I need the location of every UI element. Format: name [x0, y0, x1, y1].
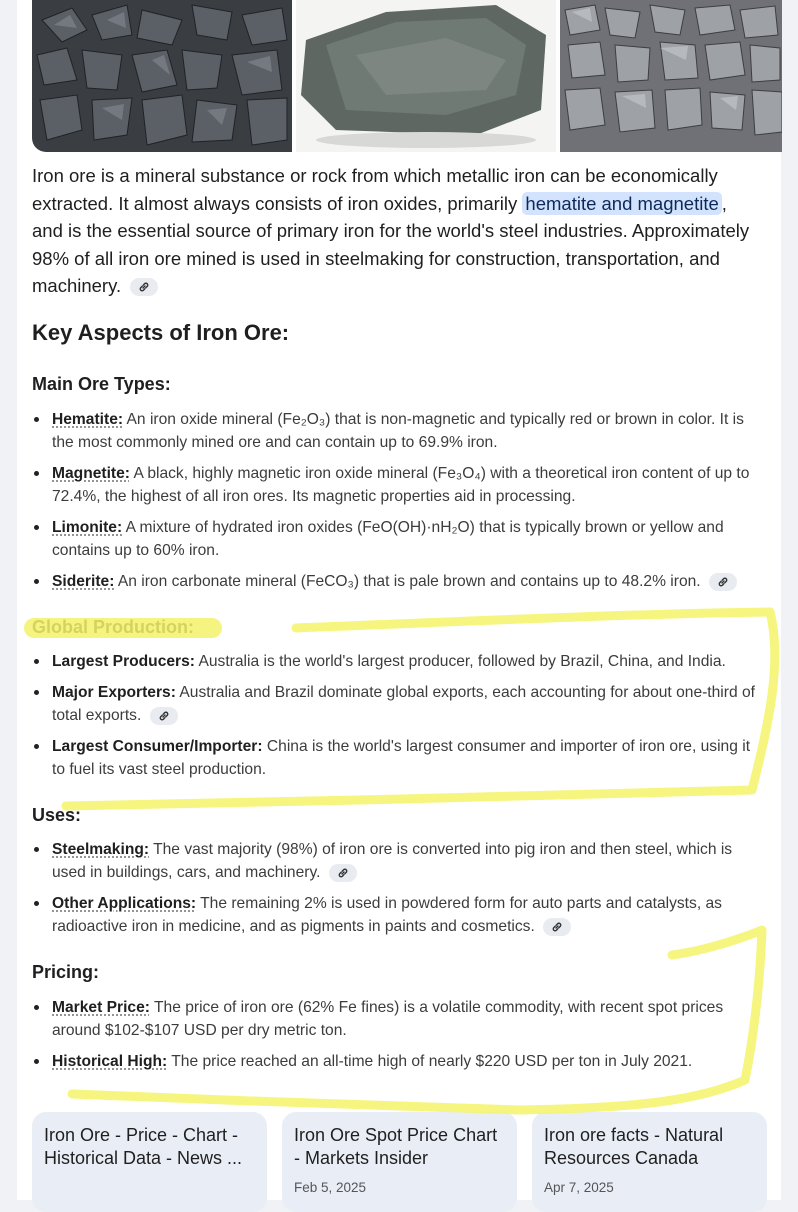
item-text: A mixture of hydrated iron oxides (FeO(OH)·nH₂O) that is typically brown or yellow and contains up to 60% iron. — [52, 519, 724, 559]
link-icon — [337, 867, 349, 879]
item-text: China is the world's largest consumer and importer of iron ore, using it to fuel its vast steel production. — [52, 738, 751, 778]
section-title-production: Global Production: — [32, 617, 194, 637]
list-item — [32, 462, 762, 508]
term-market-price[interactable]: Market Price: — [52, 999, 150, 1016]
term-steelmaking[interactable]: Steelmaking: — [52, 841, 150, 858]
list-item — [32, 996, 762, 1042]
list-item — [32, 570, 762, 593]
source-link-chip[interactable] — [709, 573, 737, 591]
production-list — [32, 650, 762, 789]
intro-paragraph — [32, 162, 762, 300]
item-text: The price reached an all-time high of nearly $220 USD per ton in July 2021. — [167, 1053, 693, 1070]
list-item — [32, 650, 762, 673]
iron-ore-image-2[interactable] — [296, 0, 556, 152]
source-card[interactable] — [32, 1112, 267, 1212]
highlighted-term[interactable]: hematite and magnetite — [522, 192, 721, 215]
term-limonite[interactable]: Limonite: — [52, 519, 123, 536]
source-link-chip[interactable] — [329, 864, 357, 882]
iron-ore-image-1[interactable] — [32, 0, 292, 152]
source-date: Feb 5, 2025 — [294, 1180, 367, 1195]
link-icon — [138, 281, 150, 293]
link-icon — [717, 576, 729, 588]
intro-text-after: , and is the essential source of primary iron for the world's steel industries. Approximately 98% of all iron ore mined is used in steelmaking for construction, transportation, and machinery. — [32, 192, 750, 296]
link-icon — [551, 921, 563, 933]
pricing-list — [32, 996, 762, 1081]
term-historical-high[interactable]: Historical High: — [52, 1053, 168, 1070]
source-date: Apr 7, 2025 — [544, 1180, 614, 1195]
item-text: The price of iron ore (62% Fe fines) is a volatile commodity, with recent spot prices around $102-$107 USD per dry metric ton. — [52, 999, 724, 1039]
term-hematite[interactable]: Hematite: — [52, 411, 124, 428]
source-card[interactable] — [532, 1112, 767, 1212]
uses-list — [32, 838, 762, 946]
ore-types-list — [32, 408, 762, 601]
item-text: A black, highly magnetic iron oxide mineral (Fe₃O₄) with a theoretical iron content of up to 72.4%, the highest of all iron ores. Its magnetic properties aid in processing. — [52, 465, 750, 505]
image-strip — [32, 0, 782, 152]
section-title-uses: Uses: — [32, 805, 82, 825]
term-largest-consumer: Largest Consumer/Importer: — [52, 738, 263, 755]
source-link-chip[interactable] — [543, 918, 571, 936]
term-largest-producers: Largest Producers: — [52, 653, 195, 670]
list-item — [32, 892, 762, 938]
source-title: Iron ore facts - Natural Resources Canada — [544, 1125, 724, 1168]
term-other-applications[interactable]: Other Applications: — [52, 895, 197, 912]
section-title-ore-types: Main Ore Types: — [32, 374, 171, 394]
term-siderite[interactable]: Siderite: — [52, 573, 115, 590]
item-text: Australia and Brazil dominate global exports, each accounting for about one-third of total exports. — [52, 684, 755, 724]
source-link-chip[interactable] — [150, 707, 178, 725]
list-item — [32, 1050, 762, 1073]
source-title: Iron Ore - Price - Chart - Historical Data - News ... — [44, 1125, 243, 1168]
item-text: The vast majority (98%) of iron ore is converted into pig iron and then steel, which is used in buildings, cars, and machinery. — [52, 841, 733, 881]
intro-text-before: Iron ore is a mineral substance or rock from which metallic iron can be economically extracted. It almost always consists of iron oxides, primarily — [32, 165, 718, 214]
item-text: An iron oxide mineral (Fe₂O₃) that is non-magnetic and typically red or brown in color. It is the most commonly mined ore and can contain up to 69.9% iron. — [52, 411, 744, 451]
term-magnetite[interactable]: Magnetite: — [52, 465, 130, 482]
key-aspects-heading: Key Aspects of Iron Ore: — [32, 320, 290, 345]
link-icon — [158, 710, 170, 722]
term-major-exporters: Major Exporters: — [52, 684, 176, 701]
source-title: Iron Ore Spot Price Chart - Markets Insider — [294, 1125, 498, 1168]
list-item — [32, 838, 762, 884]
source-card[interactable] — [282, 1112, 517, 1212]
section-title-pricing: Pricing: — [32, 962, 100, 982]
list-item — [32, 681, 762, 727]
source-cards — [32, 1112, 772, 1200]
item-text: The remaining 2% is used in powdered form for auto parts and catalysts, as radioactive iron in medicine, and as pigments in paints and cosmetics. — [52, 895, 722, 935]
list-item — [32, 516, 762, 562]
list-item — [32, 735, 762, 781]
list-item — [32, 408, 762, 454]
iron-ore-image-3[interactable] — [560, 0, 782, 152]
item-text: An iron carbonate mineral (FeCO₃) that is pale brown and contains up to 48.2% iron. — [114, 573, 701, 590]
item-text: Australia is the world's largest producer, followed by Brazil, China, and India. — [195, 653, 726, 670]
source-link-chip[interactable] — [130, 278, 158, 296]
